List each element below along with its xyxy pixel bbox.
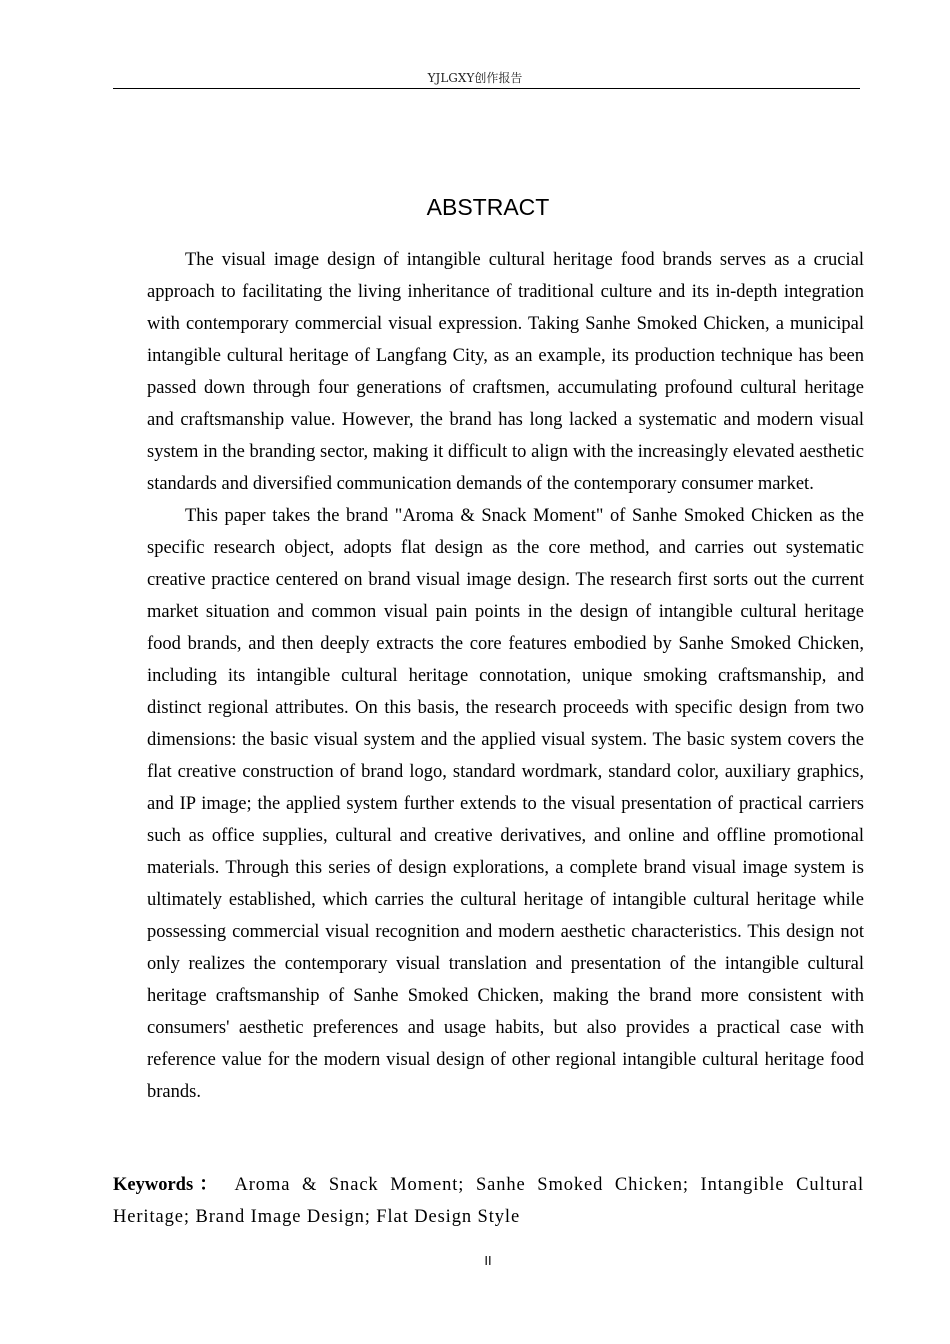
- keywords-label: Keywords：: [113, 1175, 224, 1195]
- page-number: II: [484, 1253, 492, 1268]
- running-header: YJLGXY创作报告: [427, 71, 523, 85]
- keywords-section: [113, 1169, 864, 1233]
- abstract-paragraph-2: This paper takes the brand "Aroma & Snack Moment" of Sanhe Smoked Chicken as the specific research object, adopts flat design as the core method, and carries out systematic creative practice centered on brand visual image design. The research first sorts out the current market situation and common visual pain points in the design of intangible cultural heritage food brands, and then deeply extracts the core features embodied by Sanhe Smoked Chicken, including its intangible cultural heritage connotation, unique smoking craftsmanship, and distinct regional attributes. On this basis, the research proceeds with specific design from two dimensions: the basic visual system and the applied visual system. The basic system covers the flat creative construction of brand logo, standard wordmark, standard color, auxiliary graphics, and IP image; the applied system further extends to the visual presentation of practical carriers such as office supplies, cultural and creative derivatives, and online and offline promotional materials. Through this series of design explorations, a complete brand visual image system is ultimately established, which carries the cultural heritage of intangible cultural heritage while possessing commercial visual recognition and modern aesthetic characteristics. This design not only realizes the contemporary visual translation and presentation of the intangible cultural heritage craftsmanship of Sanhe Smoked Chicken, making the brand more consistent with consumers' aesthetic preferences and usage habits, but also provides a practical case with reference value for the modern visual design of other regional intangible cultural heritage food brands.: [147, 506, 864, 1102]
- abstract-paragraph-1: The visual image design of intangible cultural heritage food brands serves as a crucial approach to facilitating the living inheritance of traditional culture and its in-depth integration with contemporary commercial visual expression. Taking Sanhe Smoked Chicken, a municipal intangible cultural heritage of Langfang City, as an example, its production technique has been passed down through four generations of craftsmen, accumulating profound cultural heritage and craftsmanship value. However, the brand has long lacked a systematic and modern visual system in the branding sector, making it difficult to align with the increasingly elevated aesthetic standards and diversified communication demands of the contemporary consumer market.: [147, 250, 864, 494]
- header-divider: [113, 88, 860, 89]
- abstract-body: [147, 244, 864, 1108]
- page-title: ABSTRACT: [426, 194, 550, 221]
- keywords-list: Aroma & Snack Moment; Sanhe Smoked Chicken; Intangible Cultural Heritage; Brand Image Design; Flat Design Style: [113, 1175, 864, 1227]
